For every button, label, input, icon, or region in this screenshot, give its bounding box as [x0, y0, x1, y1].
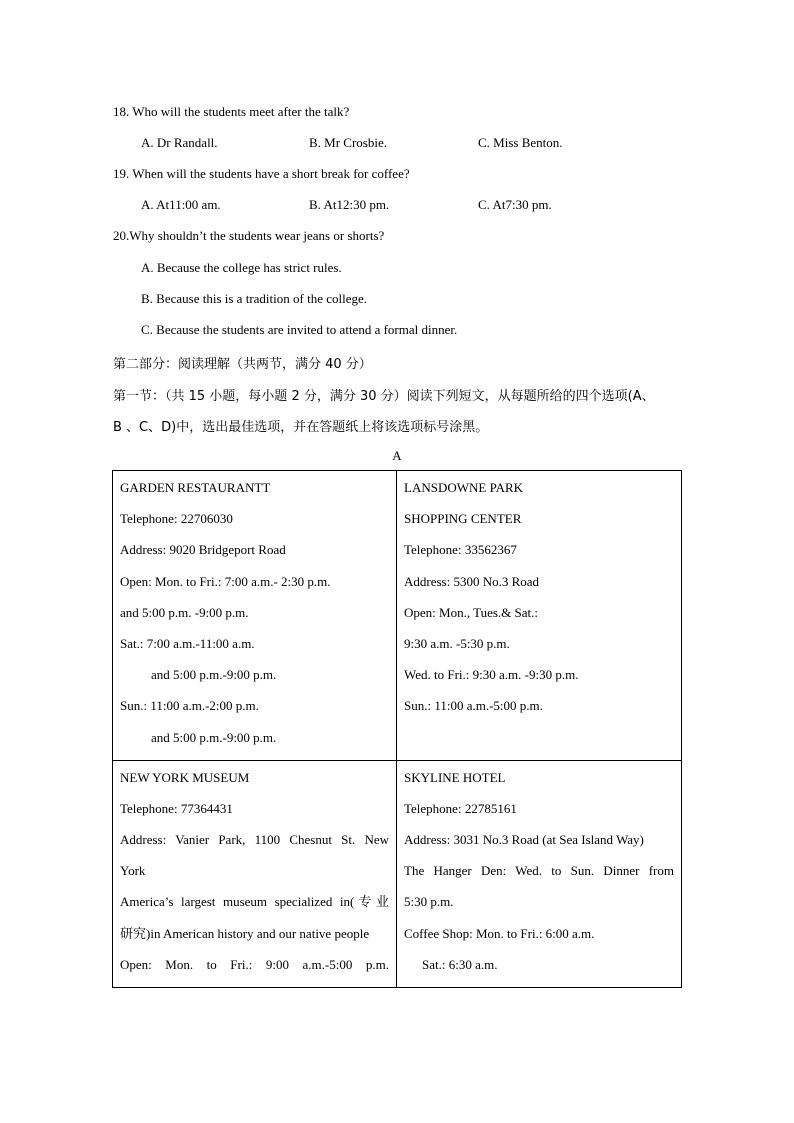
- question-19: 19. When will the students have a short break for coffee?: [113, 166, 410, 181]
- skyline-name: SKYLINE HOTEL: [404, 769, 506, 785]
- question-20-option-c: C. Because the students are invited to attend a formal dinner.: [141, 322, 458, 337]
- skyline-address: Address: 3031 No.3 Road (at Sea Island Way): [404, 832, 644, 848]
- part2-instructions-line1: 第一节：（共 15 小题，每小题 2 分，满分 30 分）阅读下列短文，从每题所给的四个选项(A、: [113, 389, 655, 404]
- new-york-museum-cell: [113, 760, 397, 987]
- garden-open-sun: Sun.: 11:00 a.m.-2:00 p.m.: [120, 698, 259, 714]
- question-18-option-a: A. Dr Randall.: [141, 135, 218, 150]
- museum-description: America’s largest museum specialized in(专业: [120, 894, 389, 910]
- skyline-telephone: Telephone: 22785161: [404, 800, 517, 816]
- part2-title: 第二部分：阅读理解（共两节，满分 40 分）: [113, 357, 372, 372]
- lansdowne-open-sun: Sun.: 11:00 a.m.-5:00 p.m.: [404, 698, 543, 714]
- museum-telephone: Telephone: 77364431: [120, 800, 233, 816]
- lansdowne-name: LANSDOWNE PARK: [404, 480, 524, 495]
- lansdowne-subtitle: SHOPPING CENTER: [404, 511, 522, 527]
- skyline-hanger-den: The Hanger Den: Wed. to Sun. Dinner from: [404, 863, 674, 879]
- question-20-option-b: B. Because this is a tradition of the college.: [141, 291, 367, 306]
- garden-open-sat: Sat.: 7:00 a.m.-11:00 a.m.: [120, 635, 255, 651]
- museum-open: Open: Mon. to Fri.: 9:00 a.m.-5:00 p.m.: [120, 956, 389, 972]
- museum-address-cont: York: [120, 863, 146, 879]
- skyline-hotel-cell: [397, 760, 682, 987]
- garden-restaurant-cell: [113, 471, 397, 761]
- passage-label: A: [392, 448, 402, 463]
- question-20: 20.Why shouldn’t the students wear jeans or shorts?: [113, 228, 385, 243]
- garden-telephone: Telephone: 22706030: [120, 511, 233, 527]
- museum-address: Address: Vanier Park, 1100 Chesnut St. New: [120, 832, 389, 848]
- skyline-coffee-shop-sat: Sat.: 6:30 a.m.: [422, 956, 498, 972]
- museum-name: NEW YORK MUSEUM: [120, 769, 250, 785]
- lansdowne-open-wed-fri: Wed. to Fri.: 9:30 a.m. -9:30 p.m.: [404, 667, 579, 683]
- question-20-option-a: A. Because the college has strict rules.: [141, 260, 342, 275]
- museum-description-cont: 研究)in American history and our native people: [120, 925, 370, 941]
- lansdowne-address: Address: 5300 No.3 Road: [404, 573, 540, 589]
- lansdowne-open-days: Open: Mon., Tues.& Sat.:: [404, 604, 538, 620]
- info-table: [112, 470, 682, 988]
- garden-open-weekdays: Open: Mon. to Fri.: 7:00 a.m.- 2:30 p.m.: [120, 573, 331, 589]
- question-19-option-b: B. At12:30 pm.: [309, 197, 390, 212]
- lansdowne-telephone: Telephone: 33562367: [404, 542, 517, 558]
- garden-open-sat-evening: and 5:00 p.m.-9:00 p.m.: [151, 667, 277, 683]
- question-19-option-c: C. At7:30 pm.: [478, 197, 552, 212]
- question-18-option-b: B. Mr Crosbie.: [309, 135, 387, 150]
- lansdowne-open-hours: 9:30 a.m. -5:30 p.m.: [404, 635, 510, 651]
- garden-address: Address: 9020 Bridgeport Road: [120, 542, 286, 558]
- garden-restaurant-name: GARDEN RESTAURANTT: [120, 480, 271, 495]
- skyline-coffee-shop: Coffee Shop: Mon. to Fri.: 6:00 a.m.: [404, 925, 595, 941]
- garden-open-weekdays-evening: and 5:00 p.m. -9:00 p.m.: [120, 604, 249, 620]
- question-18: 18. Who will the students meet after the talk?: [113, 104, 350, 119]
- lansdowne-park-cell: [397, 471, 682, 761]
- garden-open-sun-evening: and 5:00 p.m.-9:00 p.m.: [151, 729, 277, 745]
- question-18-option-c: C. Miss Benton.: [478, 135, 563, 150]
- part2-instructions-line2: B 、C、D)中，选出最佳选项，并在答题纸上将该选项标号涂黑。: [113, 420, 489, 435]
- question-19-option-a: A. At11:00 am.: [141, 197, 221, 212]
- skyline-hanger-den-time: 5:30 p.m.: [404, 894, 454, 910]
